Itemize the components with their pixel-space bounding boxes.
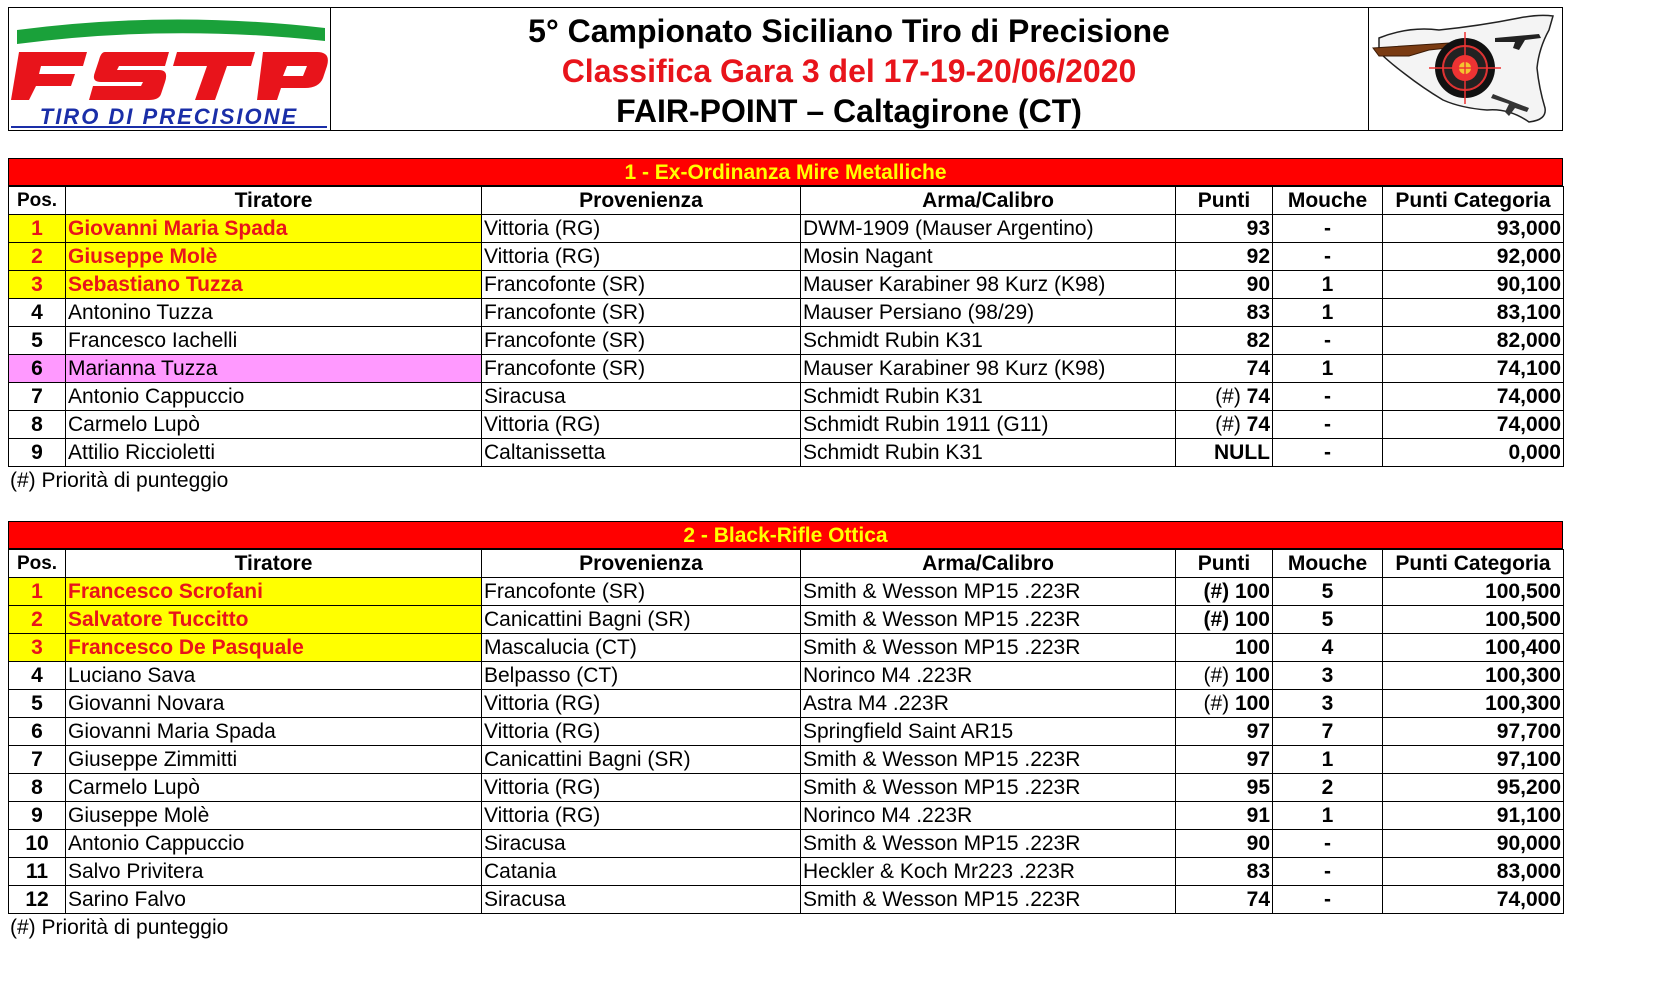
cell-punti (1176, 578, 1273, 606)
priority-mark: (#) (1203, 691, 1235, 715)
sicily-emblem (1368, 8, 1563, 130)
punti-value: 82 (1246, 328, 1270, 352)
punti-value: 92 (1246, 244, 1270, 268)
sicily-target-emblem-icon (1369, 8, 1563, 130)
cell-arm: Heckler & Koch Mr223 .223R (801, 858, 1176, 886)
document-title: 5° Campionato Siciliano Tiro di Precisione (528, 13, 1170, 49)
cell-cat: 93,000 (1383, 215, 1564, 243)
cell-name: Luciano Sava (66, 662, 482, 690)
col-header-name: Tiratore (66, 187, 482, 215)
punti-value: 91 (1246, 803, 1270, 827)
cell-arm: Schmidt Rubin K31 (801, 439, 1176, 467)
cell-cat: 95,200 (1383, 774, 1564, 802)
cell-arm: Mauser Karabiner 98 Kurz (K98) (801, 271, 1176, 299)
cell-name: Antonio Cappuccio (66, 830, 482, 858)
priority-mark: (#) (1203, 663, 1235, 687)
priority-mark: (#) (1203, 607, 1235, 631)
cell-punti (1176, 802, 1273, 830)
col-header-cat: Punti Categoria (1383, 550, 1564, 578)
cell-prov: Mascalucia (CT) (482, 634, 801, 662)
col-header-arm: Arma/Calibro (801, 187, 1176, 215)
cell-arm: Mauser Persiano (98/29) (801, 299, 1176, 327)
cell-arm: Schmidt Rubin K31 (801, 327, 1176, 355)
punti-value: 74 (1246, 384, 1270, 408)
col-header-prov: Provenienza (482, 550, 801, 578)
punti-value: 74 (1246, 412, 1270, 436)
cell-name: Attilio Riccioletti (66, 439, 482, 467)
cell-mouche: - (1273, 383, 1383, 411)
table-row (9, 774, 1564, 802)
cell-name: Giovanni Maria Spada (66, 718, 482, 746)
table-row (9, 327, 1564, 355)
col-header-arm: Arma/Calibro (801, 550, 1176, 578)
col-header-cat: Punti Categoria (1383, 187, 1564, 215)
cell-cat: 97,700 (1383, 718, 1564, 746)
cell-cat: 100,300 (1383, 690, 1564, 718)
cell-punti (1176, 858, 1273, 886)
cell-punti (1176, 327, 1273, 355)
cell-punti (1176, 718, 1273, 746)
cell-mouche: 4 (1273, 634, 1383, 662)
table-row (9, 662, 1564, 690)
cell-prov: Caltanissetta (482, 439, 801, 467)
cell-punti (1176, 355, 1273, 383)
cell-cat: 90,000 (1383, 830, 1564, 858)
cell-pos: 3 (9, 634, 66, 662)
punti-value: 100 (1234, 691, 1270, 715)
cell-cat: 91,100 (1383, 802, 1564, 830)
cell-punti (1176, 383, 1273, 411)
cell-mouche: 7 (1273, 718, 1383, 746)
cell-prov: Francofonte (SR) (482, 355, 801, 383)
cell-name: Antonino Tuzza (66, 299, 482, 327)
punti-value: 74 (1246, 887, 1270, 911)
cell-name: Giuseppe Molè (66, 802, 482, 830)
cell-arm: Mauser Karabiner 98 Kurz (K98) (801, 355, 1176, 383)
cell-cat: 100,400 (1383, 634, 1564, 662)
punti-value: 100 (1234, 607, 1270, 631)
punti-value: 83 (1246, 300, 1270, 324)
cell-prov: Vittoria (RG) (482, 718, 801, 746)
section-title: 1 - Ex-Ordinanza Mire Metalliche (8, 158, 1563, 186)
section-title: 2 - Black-Rifle Ottica (8, 521, 1563, 549)
table-row (9, 690, 1564, 718)
cell-prov: Siracusa (482, 886, 801, 914)
cell-name: Giovanni Maria Spada (66, 215, 482, 243)
table-row (9, 299, 1564, 327)
cell-punti (1176, 299, 1273, 327)
cell-prov: Vittoria (RG) (482, 411, 801, 439)
cell-cat: 83,000 (1383, 858, 1564, 886)
cell-mouche: 3 (1273, 662, 1383, 690)
cell-name: Carmelo Lupò (66, 411, 482, 439)
cell-cat: 97,100 (1383, 746, 1564, 774)
cell-prov: Vittoria (RG) (482, 802, 801, 830)
cell-prov: Canicattini Bagni (SR) (482, 606, 801, 634)
header-title-block (330, 8, 1368, 130)
cell-pos: 1 (9, 578, 66, 606)
cell-arm: Norinco M4 .223R (801, 802, 1176, 830)
cell-cat: 92,000 (1383, 243, 1564, 271)
table-row (9, 746, 1564, 774)
cell-pos: 12 (9, 886, 66, 914)
cell-pos: 8 (9, 411, 66, 439)
punti-value: 97 (1246, 719, 1270, 743)
col-header-mouche: Mouche (1273, 550, 1383, 578)
punti-value: 97 (1246, 747, 1270, 771)
cell-pos: 11 (9, 858, 66, 886)
punti-value: 100 (1234, 635, 1270, 659)
cell-pos: 2 (9, 606, 66, 634)
logo-text: TIRO DI PRECISIONE (39, 104, 299, 129)
cell-arm: Smith & Wesson MP15 .223R (801, 634, 1176, 662)
cell-mouche: 1 (1273, 299, 1383, 327)
cell-pos: 5 (9, 327, 66, 355)
cell-pos: 9 (9, 802, 66, 830)
table-row (9, 355, 1564, 383)
cell-mouche: - (1273, 886, 1383, 914)
cell-cat: 82,000 (1383, 327, 1564, 355)
punti-value: 95 (1246, 775, 1270, 799)
table-header-row (9, 187, 1564, 215)
cell-mouche: 1 (1273, 271, 1383, 299)
cell-pos: 6 (9, 355, 66, 383)
punti-value: 83 (1246, 859, 1270, 883)
cell-punti (1176, 439, 1273, 467)
table-row (9, 718, 1564, 746)
cell-name: Francesco Scrofani (66, 578, 482, 606)
cell-pos: 6 (9, 718, 66, 746)
cell-punti (1176, 886, 1273, 914)
cell-cat: 74,000 (1383, 383, 1564, 411)
cell-punti (1176, 606, 1273, 634)
cell-mouche: 1 (1273, 355, 1383, 383)
cell-pos: 4 (9, 299, 66, 327)
cell-mouche: - (1273, 243, 1383, 271)
cell-mouche: 5 (1273, 578, 1383, 606)
cell-name: Giuseppe Molè (66, 243, 482, 271)
cell-punti (1176, 634, 1273, 662)
cell-prov: Francofonte (SR) (482, 327, 801, 355)
cell-mouche: - (1273, 327, 1383, 355)
cell-name: Carmelo Lupò (66, 774, 482, 802)
cell-cat: 74,100 (1383, 355, 1564, 383)
cell-punti (1176, 746, 1273, 774)
cell-mouche: 1 (1273, 746, 1383, 774)
cell-punti (1176, 271, 1273, 299)
table-row (9, 383, 1564, 411)
cell-arm: Smith & Wesson MP15 .223R (801, 606, 1176, 634)
table-row (9, 439, 1564, 467)
cell-mouche: 3 (1273, 690, 1383, 718)
cell-prov: Siracusa (482, 383, 801, 411)
cell-mouche: 2 (1273, 774, 1383, 802)
cell-prov: Vittoria (RG) (482, 215, 801, 243)
cell-mouche: - (1273, 411, 1383, 439)
fstp-logo (9, 8, 331, 130)
cell-name: Salvo Privitera (66, 858, 482, 886)
cell-mouche: - (1273, 830, 1383, 858)
cell-pos: 1 (9, 215, 66, 243)
cell-pos: 5 (9, 690, 66, 718)
cell-name: Giuseppe Zimmitti (66, 746, 482, 774)
cell-cat: 74,000 (1383, 886, 1564, 914)
cell-prov: Francofonte (SR) (482, 271, 801, 299)
col-header-punti: Punti (1176, 550, 1273, 578)
fstp-logo-graphic (9, 8, 330, 130)
cell-prov: Siracusa (482, 830, 801, 858)
cell-arm: Astra M4 .223R (801, 690, 1176, 718)
table-row (9, 886, 1564, 914)
cell-punti (1176, 243, 1273, 271)
col-header-prov: Provenienza (482, 187, 801, 215)
punti-value: 100 (1234, 663, 1270, 687)
cell-cat: 90,100 (1383, 271, 1564, 299)
col-header-name: Tiratore (66, 550, 482, 578)
cell-name: Antonio Cappuccio (66, 383, 482, 411)
cell-arm: Schmidt Rubin K31 (801, 383, 1176, 411)
table-body (9, 578, 1564, 914)
cell-mouche: 1 (1273, 802, 1383, 830)
cell-prov: Vittoria (RG) (482, 243, 801, 271)
cell-pos: 7 (9, 383, 66, 411)
table-row (9, 215, 1564, 243)
table-row (9, 271, 1564, 299)
cell-arm: Mosin Nagant (801, 243, 1176, 271)
cell-arm: Springfield Saint AR15 (801, 718, 1176, 746)
cell-arm: Norinco M4 .223R (801, 662, 1176, 690)
cell-pos: 10 (9, 830, 66, 858)
cell-cat: 100,500 (1383, 578, 1564, 606)
cell-prov: Catania (482, 858, 801, 886)
cell-mouche: - (1273, 439, 1383, 467)
cell-name: Marianna Tuzza (66, 355, 482, 383)
section-ex-ordinanza (8, 158, 1563, 495)
table-row (9, 634, 1564, 662)
priority-mark: (#) (1215, 384, 1247, 408)
table-header-row (9, 550, 1564, 578)
punti-value: 90 (1246, 831, 1270, 855)
cell-arm: Smith & Wesson MP15 .223R (801, 746, 1176, 774)
punti-value: NULL (1214, 440, 1270, 464)
cell-prov: Canicattini Bagni (SR) (482, 746, 801, 774)
cell-pos: 7 (9, 746, 66, 774)
table-footnote: (#) Priorità di punteggio (10, 469, 229, 492)
col-header-pos: Pos. (9, 550, 66, 578)
ranking-table (8, 549, 1564, 914)
table-row (9, 243, 1564, 271)
cell-cat: 100,500 (1383, 606, 1564, 634)
cell-pos: 2 (9, 243, 66, 271)
cell-prov: Francofonte (SR) (482, 578, 801, 606)
cell-cat: 100,300 (1383, 662, 1564, 690)
cell-arm: Smith & Wesson MP15 .223R (801, 578, 1176, 606)
table-row (9, 858, 1564, 886)
cell-pos: 8 (9, 774, 66, 802)
cell-cat: 74,000 (1383, 411, 1564, 439)
punti-value: 74 (1246, 356, 1270, 380)
cell-punti (1176, 690, 1273, 718)
cell-arm: DWM-1909 (Mauser Argentino) (801, 215, 1176, 243)
table-row (9, 606, 1564, 634)
cell-punti (1176, 774, 1273, 802)
punti-value: 93 (1246, 216, 1270, 240)
punti-value: 100 (1234, 579, 1270, 603)
cell-arm: Smith & Wesson MP15 .223R (801, 830, 1176, 858)
cell-name: Salvatore Tuccitto (66, 606, 482, 634)
table-body (9, 215, 1564, 467)
col-header-mouche: Mouche (1273, 187, 1383, 215)
table-row (9, 802, 1564, 830)
cell-arm: Schmidt Rubin 1911 (G11) (801, 411, 1176, 439)
cell-cat: 0,000 (1383, 439, 1564, 467)
col-header-punti: Punti (1176, 187, 1273, 215)
document-header (8, 7, 1563, 131)
cell-arm: Smith & Wesson MP15 .223R (801, 774, 1176, 802)
cell-cat: 83,100 (1383, 299, 1564, 327)
cell-punti (1176, 215, 1273, 243)
cell-name: Sebastiano Tuzza (66, 271, 482, 299)
cell-mouche: 5 (1273, 606, 1383, 634)
cell-prov: Belpasso (CT) (482, 662, 801, 690)
cell-name: Francesco De Pasquale (66, 634, 482, 662)
priority-mark: (#) (1203, 579, 1235, 603)
col-header-pos: Pos. (9, 187, 66, 215)
cell-prov: Vittoria (RG) (482, 774, 801, 802)
cell-prov: Vittoria (RG) (482, 690, 801, 718)
ranking-table (8, 186, 1564, 467)
cell-prov: Francofonte (SR) (482, 299, 801, 327)
cell-punti (1176, 411, 1273, 439)
cell-name: Giovanni Novara (66, 690, 482, 718)
priority-mark: (#) (1215, 412, 1247, 436)
cell-name: Francesco Iachelli (66, 327, 482, 355)
cell-name: Sarino Falvo (66, 886, 482, 914)
table-footnote: (#) Priorità di punteggio (10, 916, 229, 939)
table-row (9, 411, 1564, 439)
document-subtitle: Classifica Gara 3 del 17-19-20/06/2020 (561, 53, 1137, 89)
section-black-rifle (8, 521, 1563, 942)
cell-pos: 3 (9, 271, 66, 299)
cell-punti (1176, 662, 1273, 690)
document-venue: FAIR-POINT – Caltagirone (CT) (616, 93, 1082, 129)
cell-pos: 9 (9, 439, 66, 467)
cell-punti (1176, 830, 1273, 858)
cell-arm: Smith & Wesson MP15 .223R (801, 886, 1176, 914)
table-row (9, 578, 1564, 606)
cell-mouche: - (1273, 215, 1383, 243)
table-row (9, 830, 1564, 858)
cell-pos: 4 (9, 662, 66, 690)
punti-value: 90 (1246, 272, 1270, 296)
cell-mouche: - (1273, 858, 1383, 886)
